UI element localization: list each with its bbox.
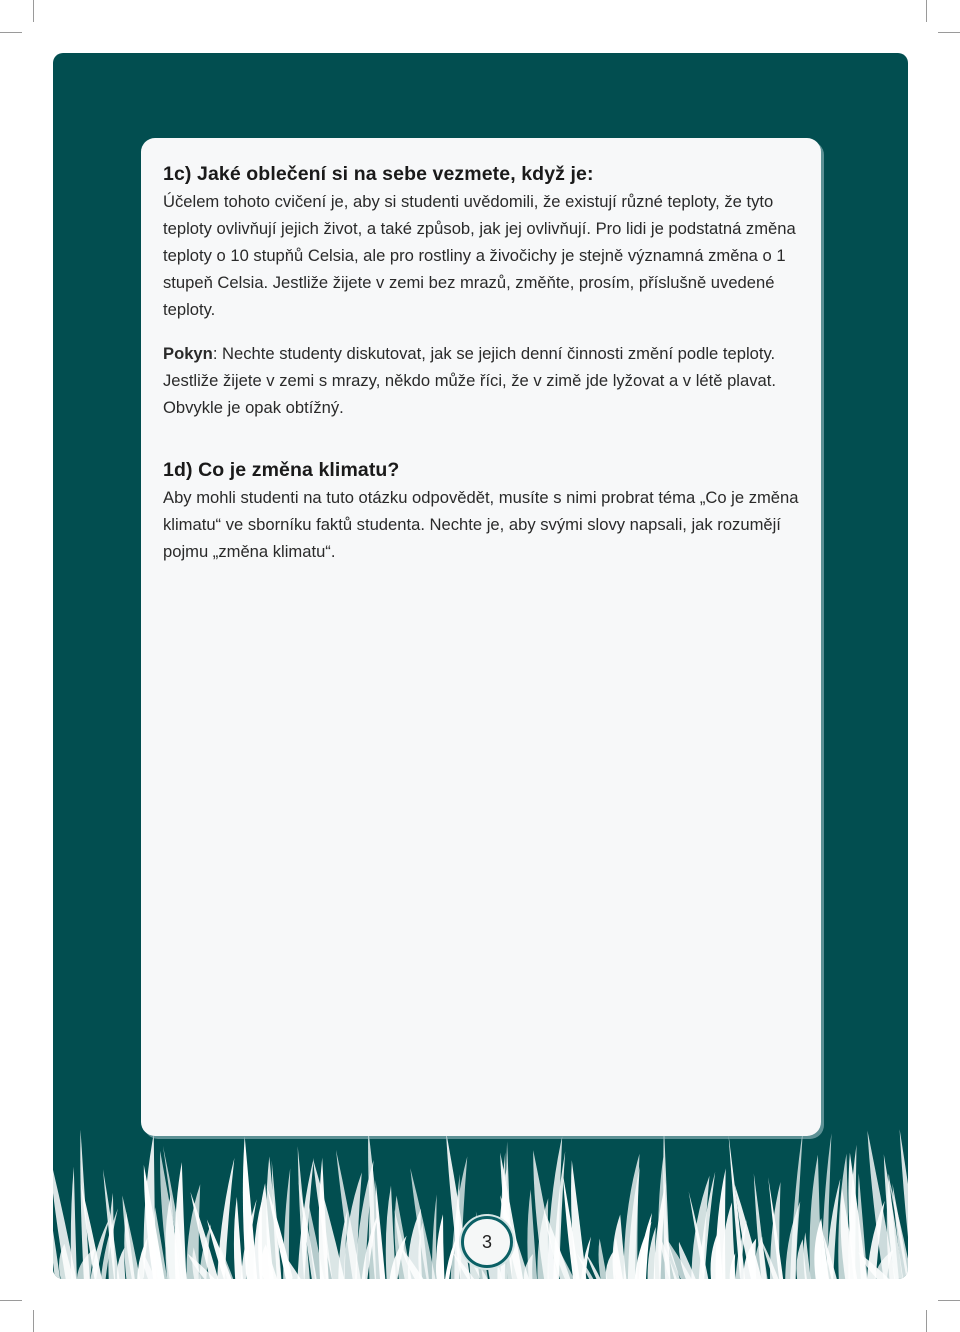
section-1c-intro: Účelem tohoto cvičení je, aby si studenti uvědomili, že existují různé teploty, že tyto teploty ovlivňují jejich život, a také způsob, jak jej ovlivňují. Pro lidi je podstatná změna teploty o 10 stupňů Celsia, ale pro rostliny a živočichy je stejně významná změna o 1 stupeň Celsia. Jestliže žijete v zemi bez mrazů, změňte, prosím, příslušně uvedené teploty. [163,192,796,319]
instruction-text: : Nechte studenty diskutovat, jak se jejich denní činnosti změní podle teploty. Jestliže žijete v zemi s mrazy, někdo může říci, že v zimě jde lyžovat a v létě plavat. Obvykle je opak obtížný. [163,344,776,417]
crop-mark [0,1300,22,1301]
crop-mark [938,1300,960,1301]
crop-mark [926,1310,927,1332]
crop-mark [33,0,34,22]
content-card [141,138,821,1136]
page-panel [53,53,908,1279]
crop-mark [926,0,927,22]
crop-mark [0,32,22,33]
section-1c-title: 1c) Jaké oblečení si na sebe vezmete, když je: [163,163,594,185]
page-number-badge [461,1216,513,1268]
crop-mark [33,1310,34,1332]
section-1d-title: 1d) Co je změna klimatu? [163,459,400,481]
card-content [163,160,803,565]
section-1c-instruction [163,340,803,421]
instruction-label: Pokyn [163,344,213,363]
section-1d-body: Aby mohli studenti na tuto otázku odpovědět, musíte s nimi probrat téma „Co je změna klimatu“ ve sborníku faktů studenta. Nechte je, aby svými slovy napsali, jak rozumějí pojmu „změna klimatu“. [163,488,799,561]
page-number: 3 [481,1231,492,1252]
crop-mark [938,32,960,33]
